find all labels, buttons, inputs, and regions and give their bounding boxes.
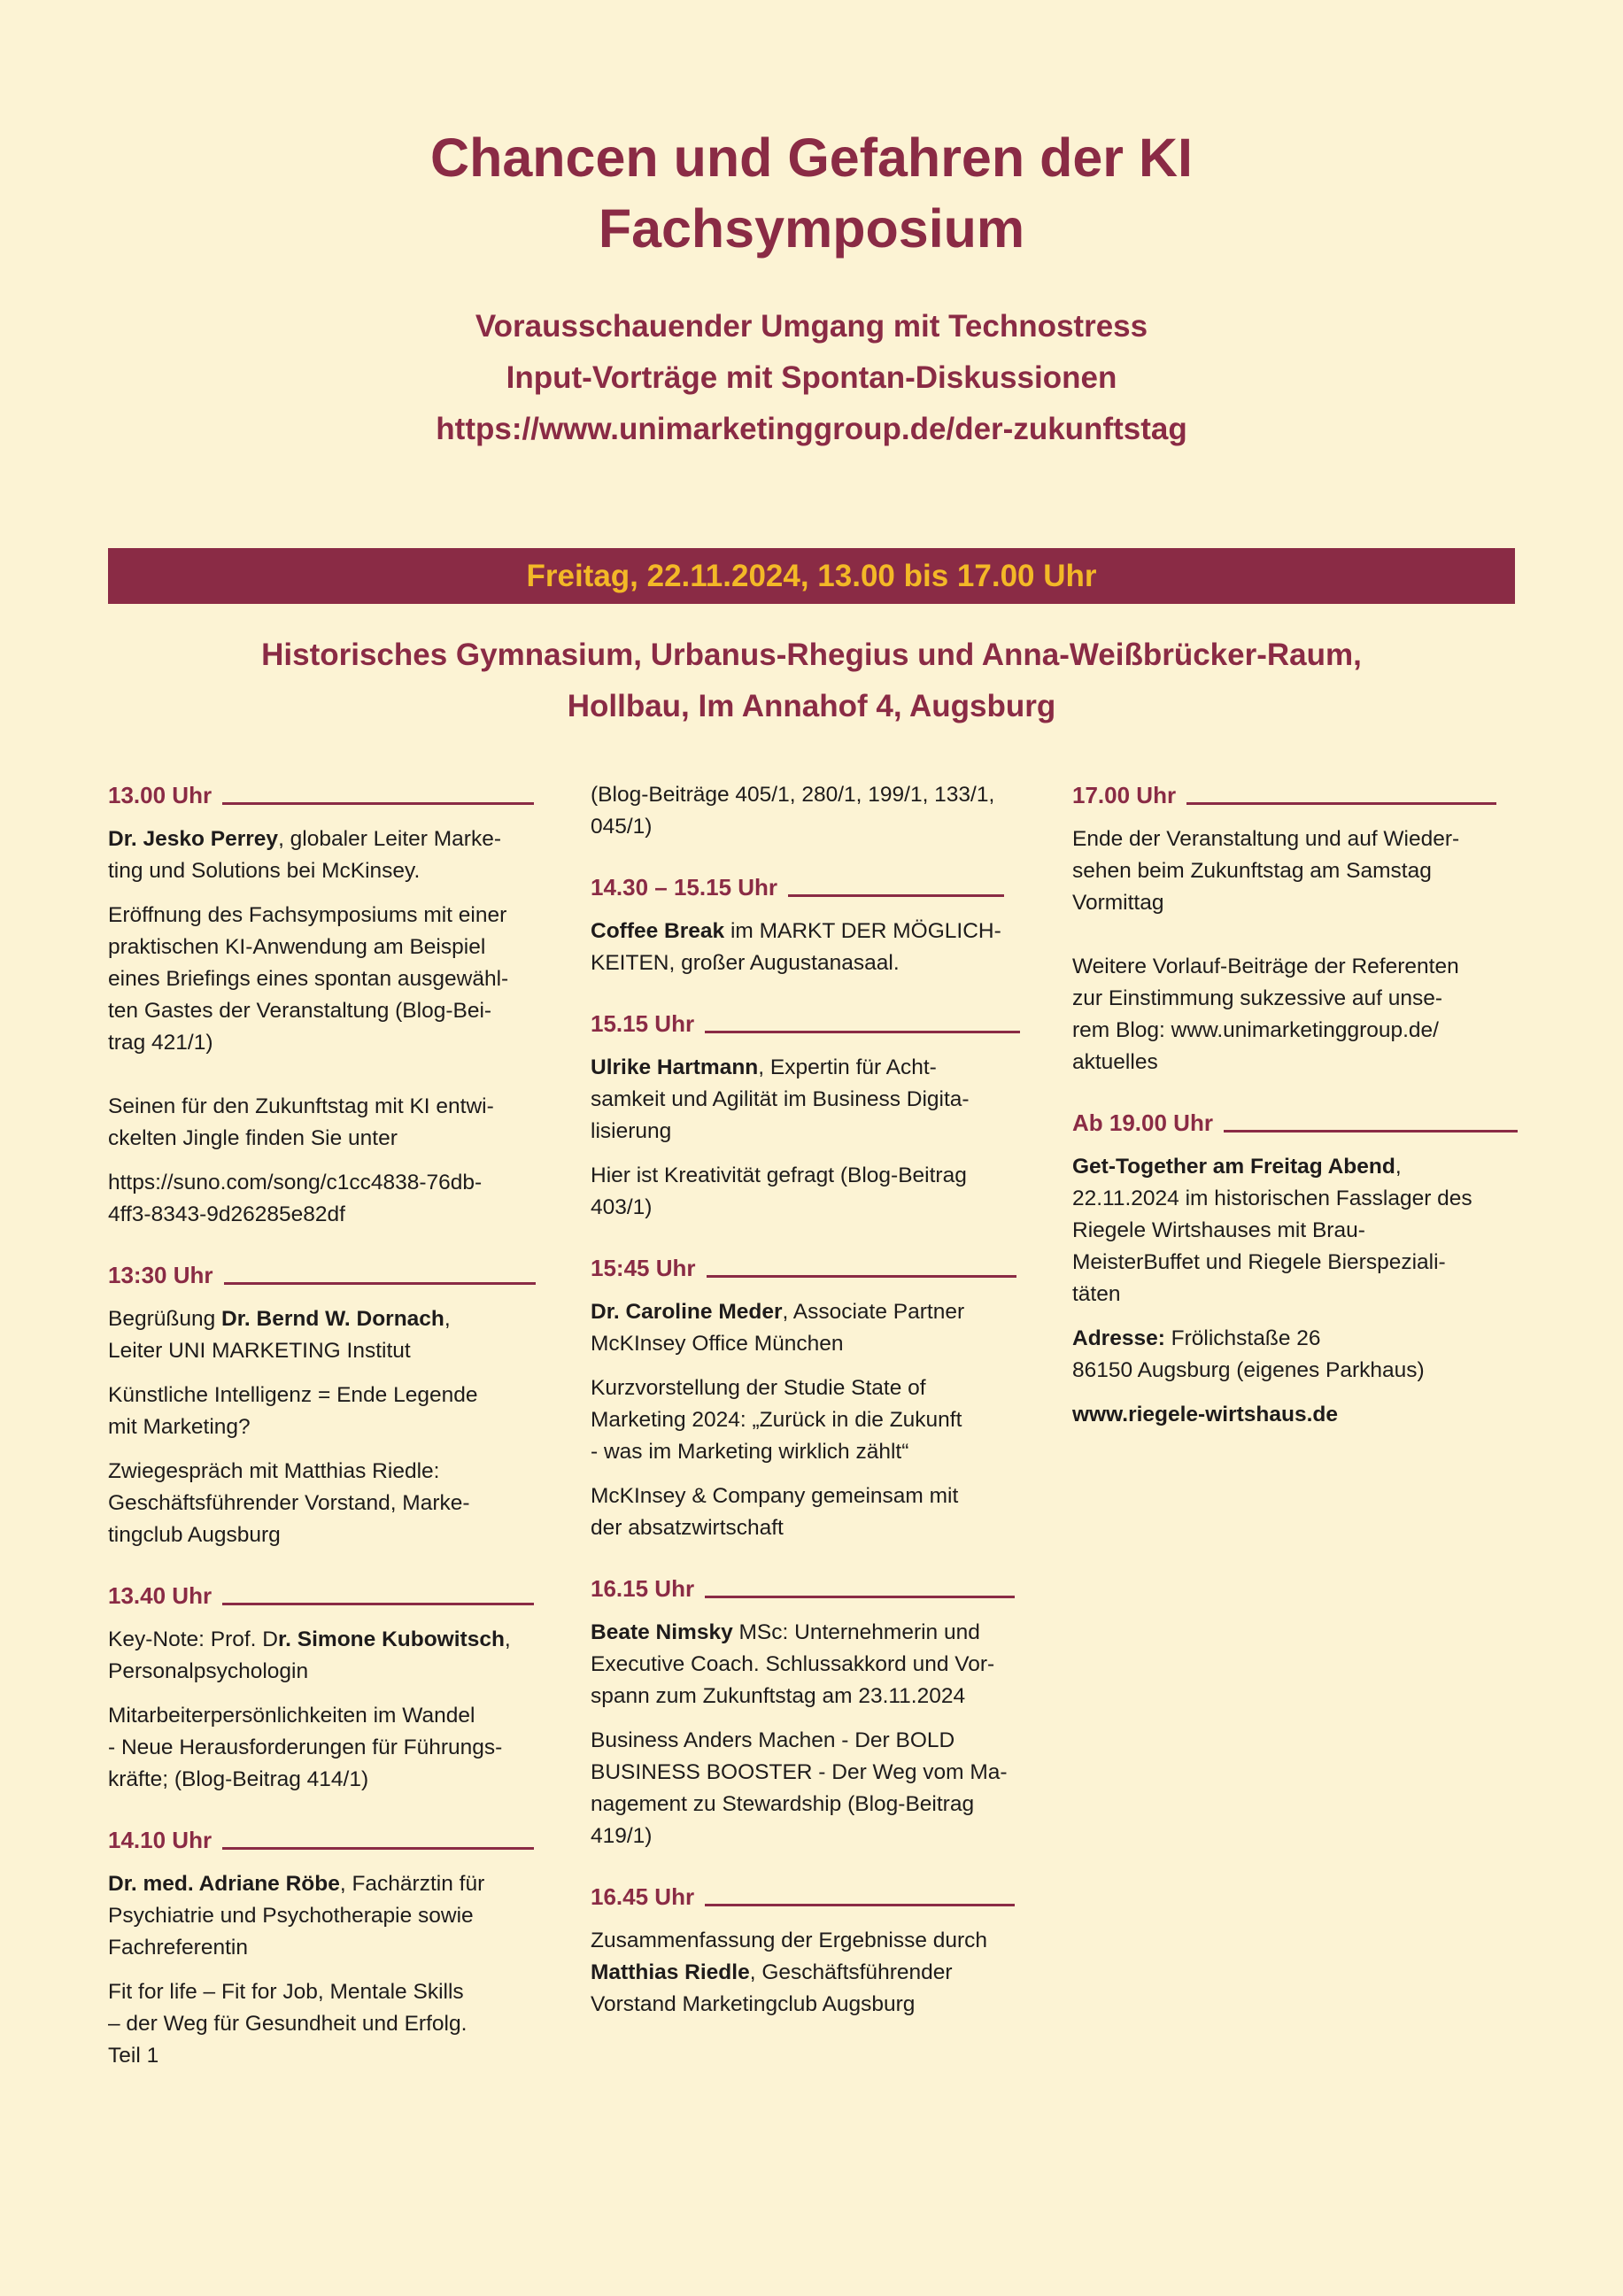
jingle-link[interactable]	[108, 1167, 560, 1231]
text-span: praktischen KI-Anwendung am Beispiel	[108, 935, 486, 959]
text-span: Künstliche Intelligenz = Ende Legende	[108, 1383, 478, 1407]
text-span: Weitere Vorlauf-Beiträge der Referenten	[1072, 955, 1459, 978]
text-span: – der Weg für Gesundheit und Erfolg.	[108, 2012, 468, 2036]
text-span: zur Einstimmung sukzessive auf unse-	[1072, 986, 1443, 1010]
talk-description	[108, 900, 560, 1059]
text-span: Marketing 2024: „Zurück in die Zukunft	[591, 1408, 962, 1432]
time-label: Ab 19.00 Uhr	[1072, 1109, 1213, 1136]
time-rule	[705, 1031, 1020, 1033]
text-span: im MARKT DER MÖGLICH-	[724, 919, 1001, 943]
text-span: Geschäftsführender Vorstand, Marke-	[108, 1491, 470, 1515]
blog-references	[591, 779, 1042, 843]
time-rule	[222, 802, 534, 805]
subtitle-line-2: Input-Vorträge mit Spontan-Diskussionen	[506, 360, 1117, 395]
text-span: Begrüßung	[108, 1307, 222, 1331]
text-span: KEITEN, großer Augustanasaal.	[591, 951, 900, 975]
text-span: McKInsey Office München	[591, 1332, 844, 1356]
text-span: samkeit und Agilität im Business Digita-	[591, 1087, 970, 1111]
time-rule	[222, 1847, 534, 1850]
text-span: Key-Note: Prof. D	[108, 1627, 278, 1651]
speaker-info	[108, 1868, 560, 1964]
talk-description	[591, 1160, 1042, 1224]
time-label: 15:45 Uhr	[591, 1255, 696, 1281]
time-rule	[788, 894, 1004, 897]
text-span: Vorstand Marketingclub Augsburg	[591, 1992, 916, 2016]
program-slot-continued	[591, 779, 1042, 843]
time-rule	[707, 1275, 1016, 1278]
text-span: , Expertin für Acht-	[758, 1055, 937, 1079]
time-heading	[108, 1824, 560, 1856]
time-heading	[591, 1573, 1042, 1604]
text-span: Leiter UNI MARKETING Institut	[108, 1339, 411, 1363]
time-heading	[591, 1008, 1042, 1040]
text-span: 86150 Augsburg (eigenes Parkhaus)	[1072, 1358, 1425, 1382]
text-span: Business Anders Machen - Der BOLD	[591, 1728, 955, 1752]
text-span: Riegele Wirtshauses mit Brau-	[1072, 1218, 1365, 1242]
program-slot	[1072, 779, 1524, 1078]
program-column-2	[591, 779, 1042, 2049]
time-heading	[108, 1259, 560, 1291]
text-span: Eröffnung des Fachsymposiums mit einer	[108, 903, 507, 927]
text-span: lisierung	[591, 1119, 672, 1143]
speaker-name: Dr. Bernd W. Dornach	[221, 1307, 444, 1331]
text-span: Ende der Veranstaltung und auf Wieder-	[1072, 827, 1460, 851]
time-rule	[705, 1904, 1015, 1906]
speaker-info	[591, 1617, 1042, 1712]
talk-description	[108, 1456, 560, 1551]
summary-info	[591, 1925, 1042, 2021]
time-label: 16.15 Uhr	[591, 1575, 695, 1602]
get-together-info	[1072, 1151, 1524, 1310]
text-span: 419/1)	[591, 1824, 653, 1848]
talk-description	[591, 1725, 1042, 1852]
time-label: 13:30 Uhr	[108, 1262, 213, 1288]
text-span: aktuelles	[1072, 1050, 1158, 1074]
text-span: Personalpsychologin	[108, 1659, 309, 1683]
speaker-name: Dr. Jesko Perrey	[108, 827, 279, 851]
speaker-info	[108, 1624, 560, 1688]
page-title	[0, 122, 1623, 264]
text-span: McKInsey & Company gemeinsam mit	[591, 1484, 959, 1508]
speaker-name: Ulrike Hartmann	[591, 1055, 759, 1079]
time-label: 16.45 Uhr	[591, 1883, 695, 1910]
text-span: , Associate Partner	[782, 1300, 965, 1324]
text-span: Mitarbeiterpersönlichkeiten im Wandel	[108, 1704, 475, 1728]
text-span: nagement zu Stewardship (Blog-Beitrag	[591, 1792, 975, 1816]
program-column-1	[108, 779, 560, 2100]
text-span: ,	[1395, 1155, 1402, 1179]
speaker-info	[591, 1052, 1042, 1148]
title-line-2: Fachsymposium	[598, 198, 1025, 259]
speaker-info	[108, 823, 560, 887]
text-span: Teil 1	[108, 2044, 159, 2068]
closing-info	[1072, 823, 1524, 919]
text-span: (Blog-Beiträge 405/1, 280/1, 199/1, 133/1,	[591, 783, 995, 807]
time-rule	[705, 1596, 1015, 1598]
break-name: Coffee Break	[591, 919, 725, 943]
talk-description	[108, 1700, 560, 1796]
talk-description	[108, 1976, 560, 2072]
jingle-note	[108, 1091, 560, 1155]
program-slot	[108, 779, 560, 1231]
text-span: ckelten Jingle finden Sie unter	[108, 1126, 398, 1150]
text-span: ,	[444, 1307, 451, 1331]
program-column-3	[1072, 779, 1524, 1459]
text-span: sehen beim Zukunftstag am Samstag	[1072, 859, 1432, 883]
speaker-info	[591, 1296, 1042, 1360]
text-span: Psychiatrie und Psychotherapie sowie	[108, 1904, 474, 1928]
text-span: , Geschäftsführender	[749, 1960, 953, 1984]
text-span: , Fachärztin für	[339, 1872, 485, 1896]
time-label: 15.15 Uhr	[591, 1010, 695, 1037]
text-span: Fit for life – Fit for Job, Mentale Skills	[108, 1980, 464, 2004]
text-span: ,	[504, 1627, 511, 1651]
program-slot	[591, 1008, 1042, 1224]
text-span: 403/1)	[591, 1195, 653, 1219]
text-span: 4ff3-8343-9d26285e82df	[108, 1202, 345, 1226]
program-slot	[591, 1573, 1042, 1852]
time-rule	[1186, 802, 1496, 805]
text-span: Zusammenfassung der Ergebnisse durch	[591, 1929, 988, 1952]
text-span: , globaler Leiter Marke-	[278, 827, 501, 851]
time-heading	[108, 779, 560, 811]
text-span: rem Blog: www.unimarketinggroup.de/	[1072, 1018, 1439, 1042]
event-url: https://www.unimarketinggroup.de/der-zukunftstag	[436, 412, 1187, 446]
text-span: spann zum Zukunftstag am 23.11.2024	[591, 1684, 966, 1708]
time-label: 14.30 – 15.15 Uhr	[591, 874, 778, 901]
time-label: 13.40 Uhr	[108, 1582, 213, 1609]
time-heading	[591, 1881, 1042, 1913]
text-span: Executive Coach. Schlussakkord und Vor-	[591, 1652, 995, 1676]
text-span: trag 421/1)	[108, 1031, 213, 1055]
speaker-name: Dr. Caroline Meder	[591, 1300, 783, 1324]
text-span: BUSINESS BOOSTER - Der Weg vom Ma-	[591, 1760, 1008, 1784]
text-span: Frölichstaße 26	[1164, 1326, 1321, 1350]
date-banner: Freitag, 22.11.2024, 13.00 bis 17.00 Uhr	[108, 548, 1515, 604]
address-info	[1072, 1323, 1524, 1387]
program-slot	[108, 1259, 560, 1551]
time-heading	[591, 871, 1042, 903]
speaker-info	[108, 1303, 560, 1367]
program-slot	[591, 1881, 1042, 2021]
time-label: 14.10 Uhr	[108, 1827, 213, 1853]
text-span: - was im Marketing wirklich zählt“	[591, 1440, 909, 1464]
text-span: MeisterBuffet und Riegele Bierspeziali-	[1072, 1250, 1446, 1274]
program-slot	[108, 1580, 560, 1796]
text-span: https://suno.com/song/c1cc4838-76db-	[108, 1171, 483, 1194]
time-heading	[1072, 1107, 1524, 1139]
time-rule	[1224, 1130, 1518, 1133]
time-heading	[591, 1252, 1042, 1284]
text-span: mit Marketing?	[108, 1415, 251, 1439]
text-span: Hier ist Kreativität gefragt (Blog-Beitrag	[591, 1163, 967, 1187]
text-span: Kurzvorstellung der Studie State of	[591, 1376, 926, 1400]
text-span: ting und Solutions bei McKinsey.	[108, 859, 421, 883]
text-span: - Neue Herausforderungen für Führungs-	[108, 1736, 503, 1759]
program-slot	[108, 1824, 560, 2072]
talk-description	[591, 1372, 1042, 1468]
time-rule	[224, 1282, 536, 1285]
text-span: täten	[1072, 1282, 1121, 1306]
website-link[interactable]: www.riegele-wirtshaus.de	[1072, 1403, 1338, 1426]
program-slot	[1072, 1107, 1524, 1431]
speaker-name: r. Simone Kubowitsch	[277, 1627, 505, 1651]
time-heading	[1072, 779, 1524, 811]
talk-description	[108, 1380, 560, 1443]
text-span: 22.11.2024 im historischen Fasslager des	[1072, 1187, 1472, 1210]
blog-note	[1072, 951, 1524, 1078]
text-span: MSc: Unternehmerin und	[732, 1620, 980, 1644]
text-span: Fachreferentin	[108, 1936, 248, 1960]
break-info	[591, 916, 1042, 979]
text-span: Vormittag	[1072, 891, 1164, 915]
time-label: 17.00 Uhr	[1072, 782, 1177, 808]
text-span: ten Gastes der Veranstaltung (Blog-Bei-	[108, 999, 492, 1023]
text-span: Seinen für den Zukunftstag mit KI entwi-	[108, 1094, 494, 1118]
event-name: Get-Together am Freitag Abend	[1072, 1155, 1395, 1179]
text-span: tingclub Augsburg	[108, 1523, 281, 1547]
time-label: 13.00 Uhr	[108, 782, 213, 808]
venue-line-1: Historisches Gymnasium, Urbanus-Rhegius und Anna-Weißbrücker-Raum,	[261, 638, 1362, 672]
title-line-1: Chancen und Gefahren der KI	[430, 128, 1193, 188]
program-slot	[591, 1252, 1042, 1544]
text-span: eines Briefings eines spontan ausgewähl-	[108, 967, 509, 991]
speaker-name: Matthias Riedle	[591, 1960, 750, 1984]
text-span: kräfte; (Blog-Beitrag 414/1)	[108, 1767, 369, 1791]
subtitle-block	[0, 301, 1623, 455]
venue-block	[0, 630, 1623, 732]
talk-description	[591, 1480, 1042, 1544]
text-span: der absatzwirtschaft	[591, 1516, 784, 1540]
time-heading	[108, 1580, 560, 1612]
text-span: Zwiegespräch mit Matthias Riedle:	[108, 1459, 440, 1483]
address-label: Adresse:	[1072, 1326, 1165, 1350]
venue-line-2: Hollbau, Im Annahof 4, Augsburg	[567, 689, 1056, 723]
speaker-name: Beate Nimsky	[591, 1620, 733, 1644]
text-span: 045/1)	[591, 815, 653, 839]
speaker-name: Dr. med. Adriane Röbe	[108, 1872, 340, 1896]
program-slot	[591, 871, 1042, 979]
time-rule	[222, 1603, 534, 1605]
subtitle-line-1: Vorausschauender Umgang mit Technostress	[475, 309, 1148, 344]
